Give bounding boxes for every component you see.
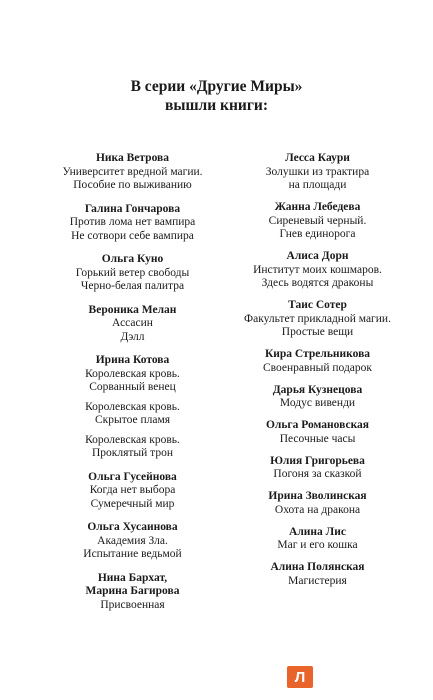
heading-line-2: вышли книги: xyxy=(165,97,268,114)
book-title xyxy=(235,575,400,589)
book-title-line: Ассасин xyxy=(112,317,153,329)
author-name: Ольга Гусейнова xyxy=(88,470,177,483)
book-title-line: Факультет прикладной магии. xyxy=(244,312,391,325)
book-title xyxy=(50,535,215,562)
author-name: Ника Ветрова xyxy=(95,152,170,164)
book-entry xyxy=(235,561,400,588)
book-title xyxy=(50,267,215,294)
logo-letter: Л xyxy=(294,668,306,686)
book-entry xyxy=(50,354,215,461)
book-title xyxy=(235,468,400,482)
book-entry xyxy=(235,526,400,553)
author-name: Вероника Мелан xyxy=(88,303,177,316)
book-title-line: Университет вредной магии. xyxy=(62,165,203,178)
book-title xyxy=(235,362,400,376)
book-title-line: Здесь водятся драконы xyxy=(261,277,374,289)
book-entry xyxy=(50,572,215,613)
book-entry xyxy=(235,384,400,411)
author-name: Юлия Григорьева xyxy=(270,454,365,467)
author-name: Жанна Лебедева xyxy=(274,201,361,213)
book-title-line: Дэлл xyxy=(120,330,145,343)
book-title-line: Золушки из трактира xyxy=(265,165,370,178)
author-name: Кира Стрельникова xyxy=(264,348,371,360)
book-title-line: Королевская кровь. xyxy=(85,400,180,413)
author-name: Лесса Каури xyxy=(285,152,350,164)
book-title xyxy=(50,166,215,193)
author-name: Ольга Куно xyxy=(101,253,164,265)
author-name: Ольга Хусаинова xyxy=(87,521,178,533)
book-title-line: Сорванный венец xyxy=(89,381,176,393)
author-name: Ольга Романовская xyxy=(265,419,370,431)
book-title-line: Скрытое пламя xyxy=(94,414,171,426)
book-title-line: Присвоенная xyxy=(100,598,165,611)
book-title-line: Испытание ведьмой xyxy=(83,548,182,560)
book-title xyxy=(235,504,400,518)
book-title xyxy=(235,433,400,447)
book-title-line: Королевская кровь. xyxy=(85,367,180,380)
book-entry xyxy=(235,299,400,340)
book-entry xyxy=(50,203,215,244)
book-title-line: Маг и его кошка xyxy=(277,539,358,551)
book-entry xyxy=(235,348,400,375)
book-title-line: Не сотвори себе вампира xyxy=(71,229,194,242)
book-entry xyxy=(235,490,400,517)
book-title-line: Институт моих кошмаров. xyxy=(253,263,382,276)
book-title xyxy=(235,264,400,291)
publisher-logo-icon xyxy=(287,666,313,688)
book-entry xyxy=(50,304,215,345)
author-name: Марина Багирова xyxy=(85,585,180,597)
book-entry xyxy=(50,253,215,294)
book-title-line: Своенравный подарок xyxy=(263,361,372,374)
author-name: Галина Гончарова xyxy=(84,202,181,215)
book-title xyxy=(50,317,215,344)
book-title xyxy=(50,484,215,511)
book-title-line: Модус вивенди xyxy=(279,397,356,409)
book-title xyxy=(235,215,400,242)
left-book-column xyxy=(50,152,215,622)
book-title-line: Против лома нет вампира xyxy=(69,216,196,228)
book-entry xyxy=(235,201,400,242)
book-title xyxy=(235,539,400,553)
book-title-line: Академия Зла. xyxy=(97,534,168,547)
book-title xyxy=(50,401,215,428)
book-title-line: Охота на дракона xyxy=(274,503,361,516)
book-title xyxy=(50,368,215,395)
book-title-line: Простые вещи xyxy=(281,326,354,338)
book-title-line: Гнев единорога xyxy=(279,228,356,240)
book-entry xyxy=(235,152,400,193)
book-title-line: Магистерия xyxy=(288,574,347,587)
book-title xyxy=(50,434,215,461)
book-entry xyxy=(50,471,215,512)
book-title xyxy=(235,166,400,193)
author-name: Алиса Дорн xyxy=(286,250,349,262)
book-title-line: на площади xyxy=(288,179,347,191)
book-title-line: Когда нет выбора xyxy=(89,484,176,496)
book-entry xyxy=(235,419,400,446)
book-title-line: Сумеречный мир xyxy=(90,497,175,510)
book-title-line: Черно-белая палитра xyxy=(80,280,185,292)
heading-line-1: В серии «Другие Миры» xyxy=(130,78,303,95)
book-entry xyxy=(50,521,215,562)
author-name: Алина Полянская xyxy=(270,561,365,573)
book-title-line: Погоня за сказкой xyxy=(273,468,362,480)
author-name: Дарья Кузнецова xyxy=(272,383,363,396)
book-title xyxy=(235,397,400,411)
author-name: Ирина Котова xyxy=(95,354,170,366)
author-name: Алина Лис xyxy=(289,525,346,538)
book-title-line: Сиреневый черный. xyxy=(268,214,367,227)
book-entry xyxy=(50,152,215,193)
author-name: Таис Сотер xyxy=(288,299,347,311)
book-title xyxy=(235,313,400,340)
right-book-column xyxy=(235,152,400,597)
book-title-line: Песочные часы xyxy=(279,432,356,445)
book-title-line: Проклятый трон xyxy=(91,447,174,459)
book-title-line: Королевская кровь. xyxy=(85,433,180,446)
book-title-line: Пособие по выживанию xyxy=(73,179,192,191)
book-title xyxy=(50,216,215,243)
author-name: Ирина Зволинская xyxy=(268,490,367,502)
book-title-line: Горький ветер свободы xyxy=(75,266,190,279)
book-title xyxy=(50,599,215,613)
series-heading xyxy=(0,77,433,115)
book-entry xyxy=(235,455,400,482)
book-entry xyxy=(235,250,400,291)
author-name: Нина Бархат, xyxy=(97,571,168,584)
